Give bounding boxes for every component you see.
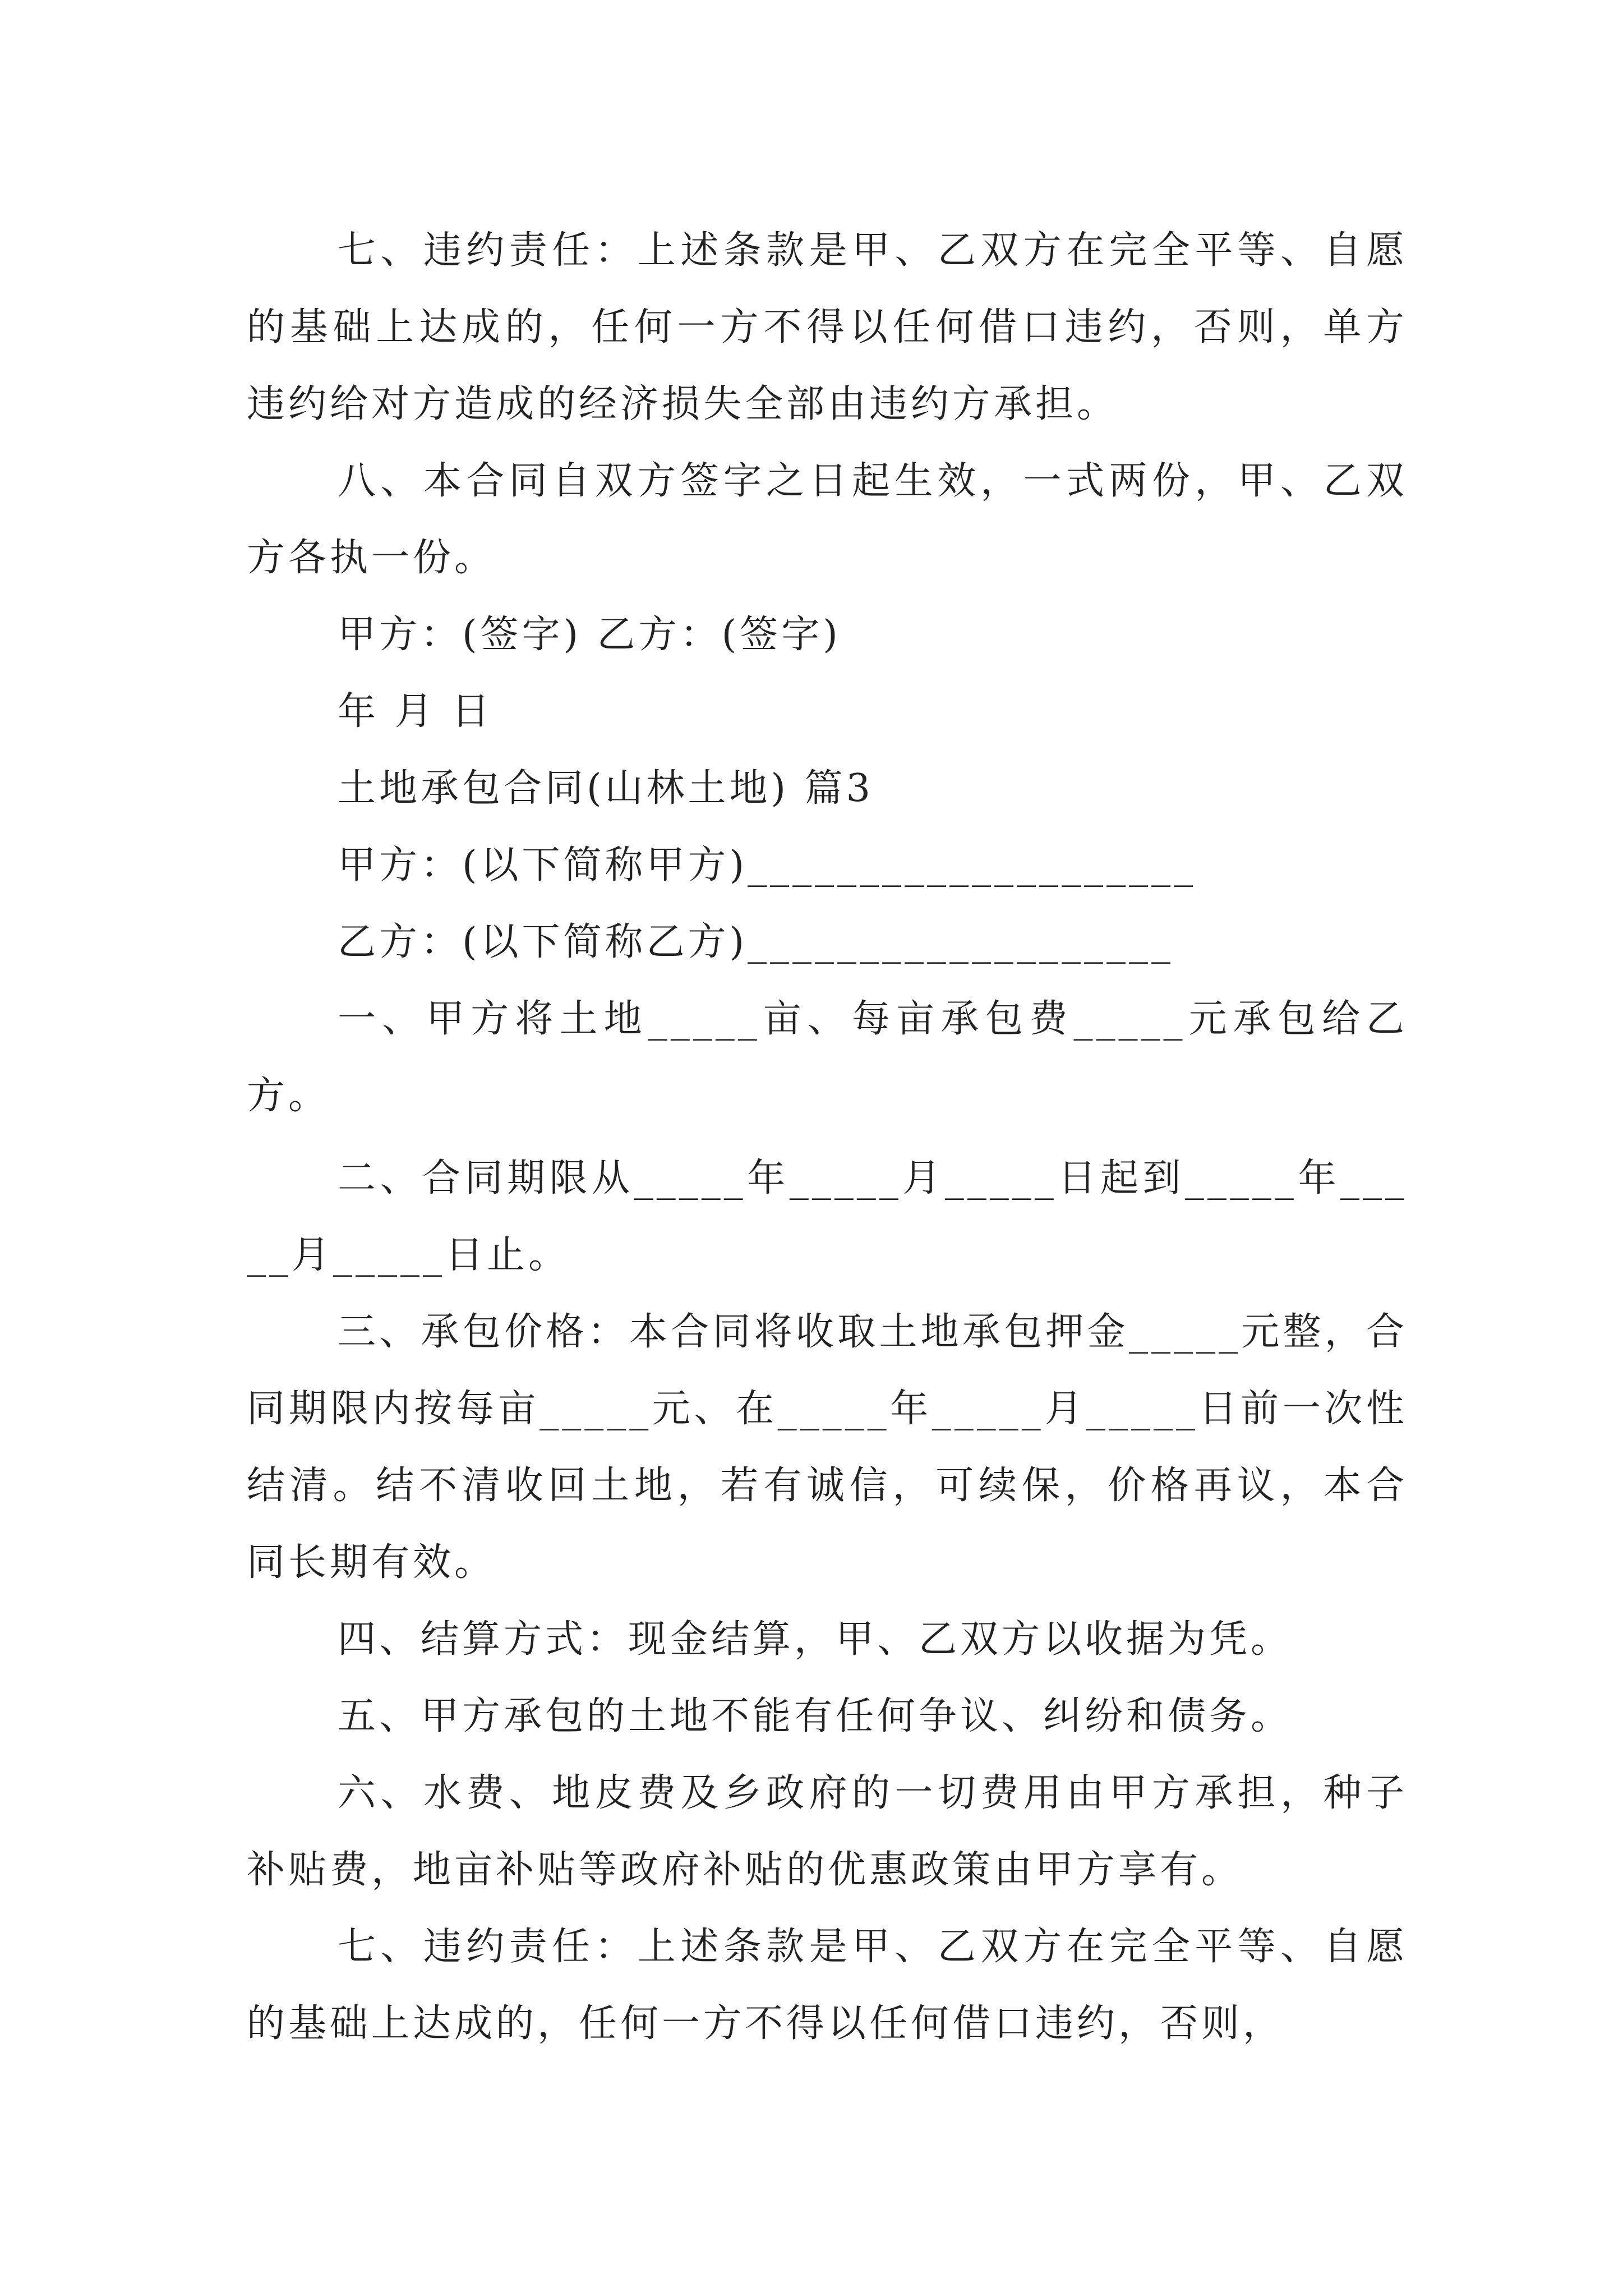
date-line: 年 月 日 <box>338 689 494 734</box>
clause-3-price: 三、承包价格：本合同将收取土地承包押金_____元整，合同期限内按每亩_____元、在_____年_____月_____日前一次性结清。结不清收回土地，若有诚信，可续保，价格再议，本合同长期有效。 <box>247 1310 1408 1585</box>
clause-4-settlement: 四、结算方式：现金结算，甲、乙双方以收据为凭。 <box>338 1617 1293 1662</box>
clause-1-land: 一、甲方将土地_____亩、每亩承包费_____元承包给乙方。 <box>247 997 1408 1118</box>
signature-line: 甲方：(签字) 乙方：(签字) <box>338 613 841 657</box>
document-body <box>247 212 1408 2062</box>
section-title: 土地承包合同(山林土地) 篇3 <box>338 766 874 811</box>
party-a-line: 甲方：(以下简称甲方)____________________ <box>338 843 1197 887</box>
clause-6-fees: 六、水费、地皮费及乡政府的一切费用由甲方承担，种子补贴费，地亩补贴等政府补贴的优惠政策由甲方享有。 <box>247 1771 1408 1892</box>
clause-8-effective: 八、本合同自双方签字之日起生效，一式两份，甲、乙双方各执一份。 <box>247 459 1408 580</box>
party-b-line: 乙方：(以下简称乙方)___________________ <box>338 920 1174 964</box>
clause-5-disputes: 五、甲方承包的土地不能有任何争议、纠纷和债务。 <box>338 1694 1293 1738</box>
clause-7-liability-repeat: 七、违约责任：上述条款是甲、乙双方在完全平等、自愿的基础上达成的，任何一方不得以任何借口违约，否则， <box>247 1925 1408 2046</box>
clause-2-term: 二、合同期限从_____年_____月_____日起到_____年_____月_____日止。 <box>247 1156 1408 1277</box>
clause-7-liability: 七、违约责任：上述条款是甲、乙双方在完全平等、自愿的基础上达成的，任何一方不得以任何借口违约，否则，单方违约给对方造成的经济损失全部由违约方承担。 <box>247 228 1408 426</box>
